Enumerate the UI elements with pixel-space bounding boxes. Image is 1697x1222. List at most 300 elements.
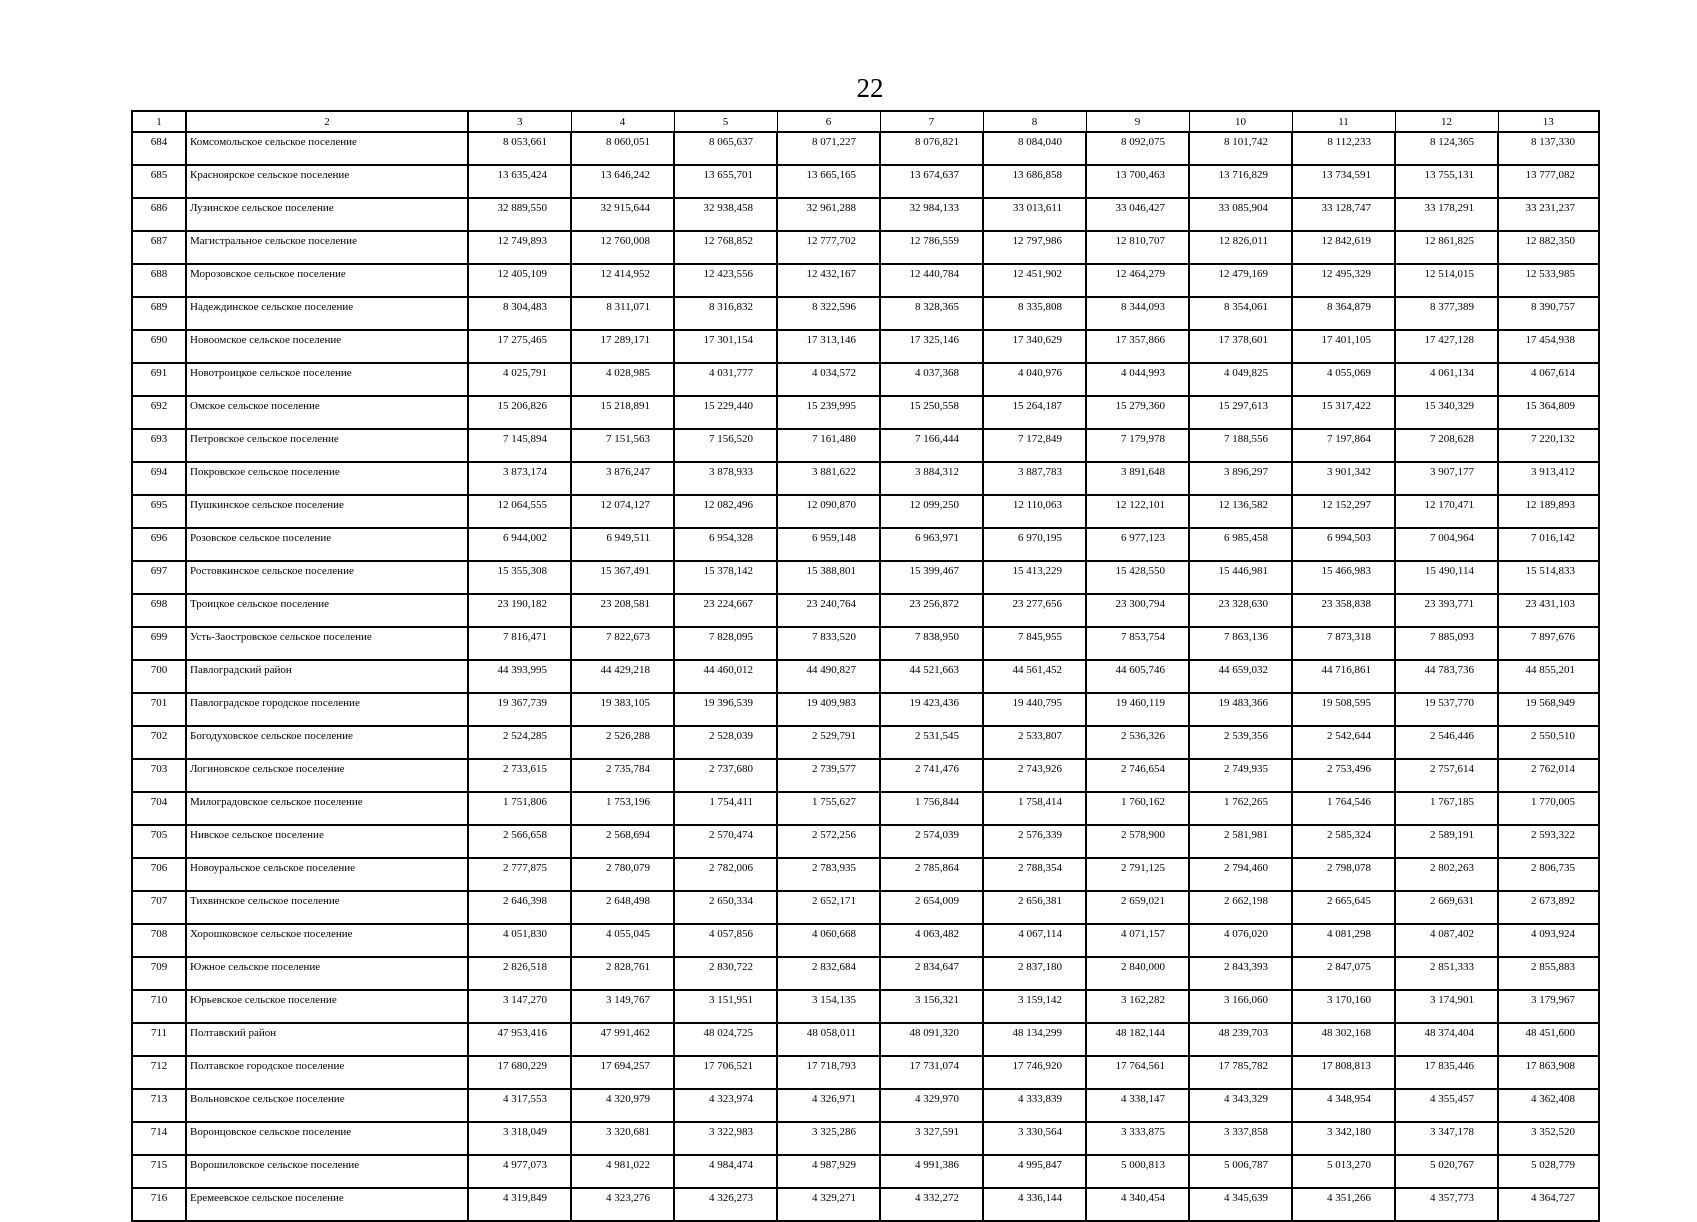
value-cell: 12 760,008 xyxy=(571,231,674,264)
value-cell: 15 378,142 xyxy=(674,561,777,594)
row-number-cell: 694 xyxy=(132,462,186,495)
row-number-cell: 714 xyxy=(132,1122,186,1155)
value-cell: 2 851,333 xyxy=(1395,957,1498,990)
value-cell: 23 256,872 xyxy=(880,594,983,627)
value-cell: 7 179,978 xyxy=(1086,429,1189,462)
value-cell: 44 605,746 xyxy=(1086,660,1189,693)
value-cell: 7 188,556 xyxy=(1189,429,1292,462)
value-cell: 12 064,555 xyxy=(468,495,571,528)
value-cell: 33 013,611 xyxy=(983,198,1086,231)
value-cell: 1 764,546 xyxy=(1292,792,1395,825)
value-cell: 2 566,658 xyxy=(468,825,571,858)
value-cell: 8 316,832 xyxy=(674,297,777,330)
value-cell: 7 145,894 xyxy=(468,429,571,462)
row-number-cell: 702 xyxy=(132,726,186,759)
value-cell: 48 451,600 xyxy=(1498,1023,1599,1056)
table-row xyxy=(132,660,1599,693)
value-cell: 4 028,985 xyxy=(571,363,674,396)
value-cell: 19 568,949 xyxy=(1498,693,1599,726)
value-cell: 2 662,198 xyxy=(1189,891,1292,924)
value-cell: 4 025,791 xyxy=(468,363,571,396)
value-cell: 7 897,676 xyxy=(1498,627,1599,660)
value-cell: 4 063,482 xyxy=(880,924,983,957)
settlement-name-cell: Полтавский район xyxy=(186,1023,468,1056)
settlement-name-cell: Красноярское сельское поселение xyxy=(186,165,468,198)
value-cell: 4 357,773 xyxy=(1395,1188,1498,1221)
value-cell: 33 046,427 xyxy=(1086,198,1189,231)
row-number-cell: 716 xyxy=(132,1188,186,1221)
table-row xyxy=(132,891,1599,924)
row-number-cell: 692 xyxy=(132,396,186,429)
value-cell: 12 152,297 xyxy=(1292,495,1395,528)
value-cell: 8 322,596 xyxy=(777,297,880,330)
value-cell: 17 764,561 xyxy=(1086,1056,1189,1089)
value-cell: 15 388,801 xyxy=(777,561,880,594)
row-number-cell: 713 xyxy=(132,1089,186,1122)
value-cell: 2 593,322 xyxy=(1498,825,1599,858)
table-row xyxy=(132,1155,1599,1188)
value-cell: 6 994,503 xyxy=(1292,528,1395,561)
value-cell: 5 020,767 xyxy=(1395,1155,1498,1188)
settlement-name-cell: Петровское сельское поселение xyxy=(186,429,468,462)
table-row xyxy=(132,825,1599,858)
value-cell: 7 156,520 xyxy=(674,429,777,462)
column-header: 11 xyxy=(1292,111,1395,132)
value-cell: 4 034,572 xyxy=(777,363,880,396)
value-cell: 15 218,891 xyxy=(571,396,674,429)
value-cell: 3 156,321 xyxy=(880,990,983,1023)
value-cell: 4 081,298 xyxy=(1292,924,1395,957)
value-cell: 2 737,680 xyxy=(674,759,777,792)
row-number-cell: 685 xyxy=(132,165,186,198)
value-cell: 8 377,389 xyxy=(1395,297,1498,330)
value-cell: 4 351,266 xyxy=(1292,1188,1395,1221)
value-cell: 12 861,825 xyxy=(1395,231,1498,264)
value-cell: 2 652,171 xyxy=(777,891,880,924)
value-cell: 2 585,324 xyxy=(1292,825,1395,858)
value-cell: 7 208,628 xyxy=(1395,429,1498,462)
settlement-name-cell: Вольновское сельское поселение xyxy=(186,1089,468,1122)
value-cell: 48 058,011 xyxy=(777,1023,880,1056)
value-cell: 17 785,782 xyxy=(1189,1056,1292,1089)
value-cell: 12 533,985 xyxy=(1498,264,1599,297)
table-body xyxy=(132,111,1599,1221)
value-cell: 2 536,326 xyxy=(1086,726,1189,759)
row-number-cell: 708 xyxy=(132,924,186,957)
value-cell: 4 362,408 xyxy=(1498,1089,1599,1122)
column-header: 12 xyxy=(1395,111,1498,132)
value-cell: 12 495,329 xyxy=(1292,264,1395,297)
value-cell: 12 440,784 xyxy=(880,264,983,297)
row-number-cell: 698 xyxy=(132,594,186,627)
value-cell: 4 995,847 xyxy=(983,1155,1086,1188)
settlement-name-cell: Новоомское сельское поселение xyxy=(186,330,468,363)
value-cell: 7 220,132 xyxy=(1498,429,1599,462)
value-cell: 4 319,849 xyxy=(468,1188,571,1221)
value-cell: 13 777,082 xyxy=(1498,165,1599,198)
value-cell: 13 755,131 xyxy=(1395,165,1498,198)
column-header: 2 xyxy=(186,111,468,132)
value-cell: 17 680,229 xyxy=(468,1056,571,1089)
value-cell: 2 783,935 xyxy=(777,858,880,891)
column-header: 7 xyxy=(880,111,983,132)
value-cell: 17 357,866 xyxy=(1086,330,1189,363)
value-cell: 2 539,356 xyxy=(1189,726,1292,759)
value-cell: 7 873,318 xyxy=(1292,627,1395,660)
value-cell: 4 320,979 xyxy=(571,1089,674,1122)
value-cell: 4 055,045 xyxy=(571,924,674,957)
value-cell: 23 328,630 xyxy=(1189,594,1292,627)
value-cell: 8 335,808 xyxy=(983,297,1086,330)
value-cell: 19 383,105 xyxy=(571,693,674,726)
value-cell: 2 526,288 xyxy=(571,726,674,759)
value-cell: 4 093,924 xyxy=(1498,924,1599,957)
value-cell: 15 206,826 xyxy=(468,396,571,429)
value-cell: 15 466,983 xyxy=(1292,561,1395,594)
table-row xyxy=(132,429,1599,462)
value-cell: 2 650,334 xyxy=(674,891,777,924)
row-number-cell: 706 xyxy=(132,858,186,891)
value-cell: 5 013,270 xyxy=(1292,1155,1395,1188)
row-number-cell: 700 xyxy=(132,660,186,693)
value-cell: 2 847,075 xyxy=(1292,957,1395,990)
value-cell: 3 337,858 xyxy=(1189,1122,1292,1155)
settlement-name-cell: Магистральное сельское поселение xyxy=(186,231,468,264)
settlement-name-cell: Хорошковское сельское поселение xyxy=(186,924,468,957)
value-cell: 33 178,291 xyxy=(1395,198,1498,231)
value-cell: 12 479,169 xyxy=(1189,264,1292,297)
table-row xyxy=(132,693,1599,726)
value-cell: 33 231,237 xyxy=(1498,198,1599,231)
value-cell: 12 749,893 xyxy=(468,231,571,264)
value-cell: 19 460,119 xyxy=(1086,693,1189,726)
value-cell: 19 483,366 xyxy=(1189,693,1292,726)
value-cell: 19 367,739 xyxy=(468,693,571,726)
value-cell: 2 757,614 xyxy=(1395,759,1498,792)
settlement-name-cell: Милоградовское сельское поселение xyxy=(186,792,468,825)
value-cell: 2 830,722 xyxy=(674,957,777,990)
row-number-cell: 707 xyxy=(132,891,186,924)
value-cell: 3 352,520 xyxy=(1498,1122,1599,1155)
value-cell: 4 355,457 xyxy=(1395,1089,1498,1122)
value-cell: 12 451,902 xyxy=(983,264,1086,297)
value-cell: 15 446,981 xyxy=(1189,561,1292,594)
value-cell: 12 110,063 xyxy=(983,495,1086,528)
value-cell: 2 568,694 xyxy=(571,825,674,858)
column-header: 6 xyxy=(777,111,880,132)
value-cell: 2 733,615 xyxy=(468,759,571,792)
value-cell: 19 537,770 xyxy=(1395,693,1498,726)
value-cell: 1 756,844 xyxy=(880,792,983,825)
value-cell: 8 344,093 xyxy=(1086,297,1189,330)
value-cell: 17 378,601 xyxy=(1189,330,1292,363)
value-cell: 19 440,795 xyxy=(983,693,1086,726)
settlement-name-cell: Богодуховское сельское поселение xyxy=(186,726,468,759)
value-cell: 2 648,498 xyxy=(571,891,674,924)
value-cell: 6 959,148 xyxy=(777,528,880,561)
table-row xyxy=(132,957,1599,990)
value-cell: 2 828,761 xyxy=(571,957,674,990)
value-cell: 4 031,777 xyxy=(674,363,777,396)
value-cell: 17 694,257 xyxy=(571,1056,674,1089)
value-cell: 1 754,411 xyxy=(674,792,777,825)
value-cell: 1 762,265 xyxy=(1189,792,1292,825)
value-cell: 3 318,049 xyxy=(468,1122,571,1155)
value-cell: 3 873,174 xyxy=(468,462,571,495)
value-cell: 13 646,242 xyxy=(571,165,674,198)
value-cell: 2 654,009 xyxy=(880,891,983,924)
value-cell: 2 665,645 xyxy=(1292,891,1395,924)
value-cell: 4 071,157 xyxy=(1086,924,1189,957)
value-cell: 7 004,964 xyxy=(1395,528,1498,561)
value-cell: 17 808,813 xyxy=(1292,1056,1395,1089)
value-cell: 3 149,767 xyxy=(571,990,674,1023)
value-cell: 4 040,976 xyxy=(983,363,1086,396)
value-cell: 3 347,178 xyxy=(1395,1122,1498,1155)
value-cell: 15 413,229 xyxy=(983,561,1086,594)
value-cell: 44 855,201 xyxy=(1498,660,1599,693)
data-table xyxy=(131,110,1600,1222)
value-cell: 2 749,935 xyxy=(1189,759,1292,792)
settlement-name-cell: Нивское сельское поселение xyxy=(186,825,468,858)
value-cell: 12 464,279 xyxy=(1086,264,1189,297)
value-cell: 2 791,125 xyxy=(1086,858,1189,891)
value-cell: 8 065,637 xyxy=(674,132,777,165)
table-row xyxy=(132,528,1599,561)
value-cell: 48 024,725 xyxy=(674,1023,777,1056)
value-cell: 23 431,103 xyxy=(1498,594,1599,627)
value-cell: 2 743,926 xyxy=(983,759,1086,792)
value-cell: 23 393,771 xyxy=(1395,594,1498,627)
value-cell: 4 348,954 xyxy=(1292,1089,1395,1122)
value-cell: 12 514,015 xyxy=(1395,264,1498,297)
value-cell: 12 826,011 xyxy=(1189,231,1292,264)
table-row xyxy=(132,1056,1599,1089)
value-cell: 44 460,012 xyxy=(674,660,777,693)
value-cell: 23 300,794 xyxy=(1086,594,1189,627)
value-cell: 15 428,550 xyxy=(1086,561,1189,594)
table-row xyxy=(132,594,1599,627)
value-cell: 6 944,002 xyxy=(468,528,571,561)
column-header: 9 xyxy=(1086,111,1189,132)
value-cell: 8 071,227 xyxy=(777,132,880,165)
value-cell: 44 393,995 xyxy=(468,660,571,693)
value-cell: 2 780,079 xyxy=(571,858,674,891)
value-cell: 44 521,663 xyxy=(880,660,983,693)
value-cell: 2 656,381 xyxy=(983,891,1086,924)
table-header-row xyxy=(132,111,1599,132)
settlement-name-cell: Воронцовское сельское поселение xyxy=(186,1122,468,1155)
value-cell: 2 735,784 xyxy=(571,759,674,792)
value-cell: 7 161,480 xyxy=(777,429,880,462)
value-cell: 3 901,342 xyxy=(1292,462,1395,495)
value-cell: 3 884,312 xyxy=(880,462,983,495)
value-cell: 2 669,631 xyxy=(1395,891,1498,924)
value-cell: 8 076,821 xyxy=(880,132,983,165)
value-cell: 3 327,591 xyxy=(880,1122,983,1155)
value-cell: 4 981,022 xyxy=(571,1155,674,1188)
value-cell: 8 124,365 xyxy=(1395,132,1498,165)
value-cell: 2 589,191 xyxy=(1395,825,1498,858)
table-row xyxy=(132,132,1599,165)
value-cell: 12 423,556 xyxy=(674,264,777,297)
row-number-cell: 711 xyxy=(132,1023,186,1056)
value-cell: 8 364,879 xyxy=(1292,297,1395,330)
table-row xyxy=(132,1122,1599,1155)
value-cell: 3 342,180 xyxy=(1292,1122,1395,1155)
value-cell: 4 076,020 xyxy=(1189,924,1292,957)
value-cell: 2 528,039 xyxy=(674,726,777,759)
value-cell: 3 325,286 xyxy=(777,1122,880,1155)
value-cell: 2 673,892 xyxy=(1498,891,1599,924)
value-cell: 4 037,368 xyxy=(880,363,983,396)
value-cell: 15 340,329 xyxy=(1395,396,1498,429)
value-cell: 17 325,146 xyxy=(880,330,983,363)
value-cell: 4 060,668 xyxy=(777,924,880,957)
table-row xyxy=(132,924,1599,957)
value-cell: 2 572,256 xyxy=(777,825,880,858)
value-cell: 17 746,920 xyxy=(983,1056,1086,1089)
table-row xyxy=(132,990,1599,1023)
value-cell: 15 399,467 xyxy=(880,561,983,594)
value-cell: 4 336,144 xyxy=(983,1188,1086,1221)
value-cell: 17 731,074 xyxy=(880,1056,983,1089)
value-cell: 17 454,938 xyxy=(1498,330,1599,363)
value-cell: 7 197,864 xyxy=(1292,429,1395,462)
value-cell: 3 320,681 xyxy=(571,1122,674,1155)
value-cell: 2 739,577 xyxy=(777,759,880,792)
table-row xyxy=(132,858,1599,891)
value-cell: 44 429,218 xyxy=(571,660,674,693)
value-cell: 3 179,967 xyxy=(1498,990,1599,1023)
value-cell: 15 490,114 xyxy=(1395,561,1498,594)
value-cell: 13 635,424 xyxy=(468,165,571,198)
value-cell: 2 581,981 xyxy=(1189,825,1292,858)
column-header: 1 xyxy=(132,111,186,132)
value-cell: 8 354,061 xyxy=(1189,297,1292,330)
value-cell: 2 855,883 xyxy=(1498,957,1599,990)
value-cell: 3 330,564 xyxy=(983,1122,1086,1155)
value-cell: 4 057,856 xyxy=(674,924,777,957)
value-cell: 8 328,365 xyxy=(880,297,983,330)
value-cell: 4 061,134 xyxy=(1395,363,1498,396)
value-cell: 4 340,454 xyxy=(1086,1188,1189,1221)
value-cell: 1 755,627 xyxy=(777,792,880,825)
value-cell: 13 655,701 xyxy=(674,165,777,198)
column-header: 10 xyxy=(1189,111,1292,132)
value-cell: 3 159,142 xyxy=(983,990,1086,1023)
value-cell: 6 977,123 xyxy=(1086,528,1189,561)
value-cell: 32 889,550 xyxy=(468,198,571,231)
value-cell: 3 174,901 xyxy=(1395,990,1498,1023)
value-cell: 19 396,539 xyxy=(674,693,777,726)
value-cell: 2 834,647 xyxy=(880,957,983,990)
value-cell: 3 147,270 xyxy=(468,990,571,1023)
value-cell: 15 514,833 xyxy=(1498,561,1599,594)
table-row xyxy=(132,330,1599,363)
table-row xyxy=(132,165,1599,198)
value-cell: 33 128,747 xyxy=(1292,198,1395,231)
value-cell: 2 741,476 xyxy=(880,759,983,792)
value-cell: 5 000,813 xyxy=(1086,1155,1189,1188)
value-cell: 8 311,071 xyxy=(571,297,674,330)
value-cell: 7 833,520 xyxy=(777,627,880,660)
value-cell: 4 987,929 xyxy=(777,1155,880,1188)
value-cell: 23 224,667 xyxy=(674,594,777,627)
table-row xyxy=(132,627,1599,660)
value-cell: 3 913,412 xyxy=(1498,462,1599,495)
value-cell: 17 340,629 xyxy=(983,330,1086,363)
value-cell: 6 985,458 xyxy=(1189,528,1292,561)
column-header: 8 xyxy=(983,111,1086,132)
value-cell: 15 229,440 xyxy=(674,396,777,429)
value-cell: 2 746,654 xyxy=(1086,759,1189,792)
value-cell: 7 166,444 xyxy=(880,429,983,462)
settlement-name-cell: Логиновское сельское поселение xyxy=(186,759,468,792)
value-cell: 15 364,809 xyxy=(1498,396,1599,429)
settlement-name-cell: Тихвинское сельское поселение xyxy=(186,891,468,924)
table-row xyxy=(132,792,1599,825)
value-cell: 2 762,014 xyxy=(1498,759,1599,792)
value-cell: 4 329,970 xyxy=(880,1089,983,1122)
value-cell: 3 876,247 xyxy=(571,462,674,495)
value-cell: 19 508,595 xyxy=(1292,693,1395,726)
table-row xyxy=(132,726,1599,759)
value-cell: 12 768,852 xyxy=(674,231,777,264)
value-cell: 2 531,545 xyxy=(880,726,983,759)
value-cell: 12 777,702 xyxy=(777,231,880,264)
value-cell: 17 289,171 xyxy=(571,330,674,363)
value-cell: 15 355,308 xyxy=(468,561,571,594)
value-cell: 1 758,414 xyxy=(983,792,1086,825)
value-cell: 48 302,168 xyxy=(1292,1023,1395,1056)
value-cell: 13 686,858 xyxy=(983,165,1086,198)
value-cell: 7 016,142 xyxy=(1498,528,1599,561)
row-number-cell: 709 xyxy=(132,957,186,990)
value-cell: 8 304,483 xyxy=(468,297,571,330)
value-cell: 6 970,195 xyxy=(983,528,1086,561)
row-number-cell: 688 xyxy=(132,264,186,297)
value-cell: 8 101,742 xyxy=(1189,132,1292,165)
column-header: 13 xyxy=(1498,111,1599,132)
column-header: 4 xyxy=(571,111,674,132)
settlement-name-cell: Морозовское сельское поселение xyxy=(186,264,468,297)
value-cell: 7 822,673 xyxy=(571,627,674,660)
column-header: 5 xyxy=(674,111,777,132)
value-cell: 3 154,135 xyxy=(777,990,880,1023)
value-cell: 1 770,005 xyxy=(1498,792,1599,825)
value-cell: 44 659,032 xyxy=(1189,660,1292,693)
settlement-name-cell: Ростовкинское сельское поселение xyxy=(186,561,468,594)
value-cell: 2 837,180 xyxy=(983,957,1086,990)
value-cell: 1 767,185 xyxy=(1395,792,1498,825)
row-number-cell: 687 xyxy=(132,231,186,264)
value-cell: 13 734,591 xyxy=(1292,165,1395,198)
value-cell: 19 423,436 xyxy=(880,693,983,726)
settlement-name-cell: Полтавское городское поселение xyxy=(186,1056,468,1089)
table-row xyxy=(132,1023,1599,1056)
value-cell: 2 533,807 xyxy=(983,726,1086,759)
value-cell: 1 753,196 xyxy=(571,792,674,825)
table-row xyxy=(132,297,1599,330)
value-cell: 44 783,736 xyxy=(1395,660,1498,693)
settlement-name-cell: Ворошиловское сельское поселение xyxy=(186,1155,468,1188)
value-cell: 12 099,250 xyxy=(880,495,983,528)
table-row xyxy=(132,396,1599,429)
value-cell: 13 716,829 xyxy=(1189,165,1292,198)
value-cell: 48 134,299 xyxy=(983,1023,1086,1056)
table-row xyxy=(132,1188,1599,1221)
